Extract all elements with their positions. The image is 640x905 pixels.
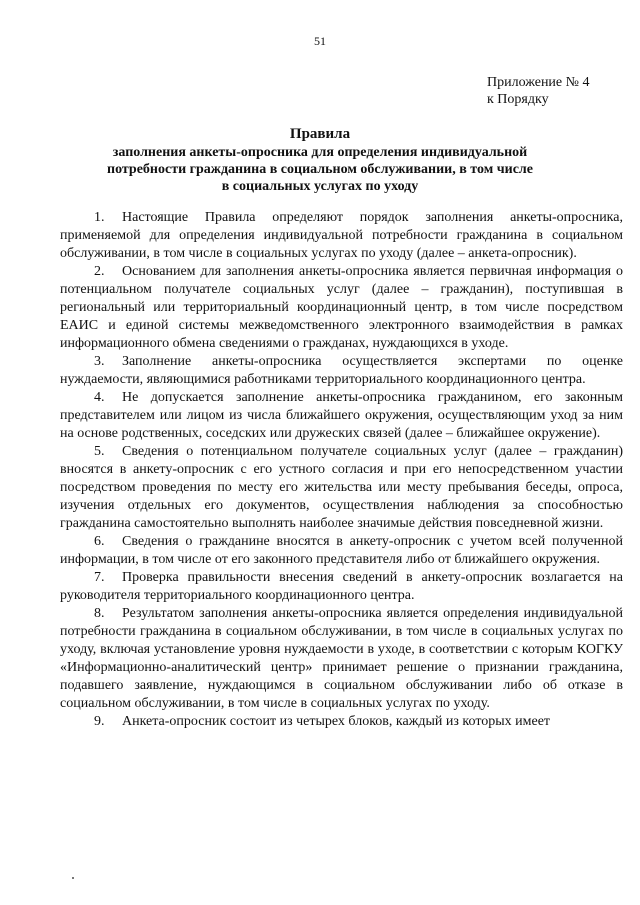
paragraph-text: Заполнение анкеты-опросника осуществляется экспертами по оценке нуждаемости, являющимися работниками территориального координационного центра. <box>60 354 623 387</box>
paragraph-4 <box>60 389 623 443</box>
paragraph-number: 5. <box>94 444 105 459</box>
page-number: 51 <box>314 34 326 48</box>
scan-speck <box>72 877 74 879</box>
appendix-line-1: Приложение № 4 <box>487 75 590 90</box>
paragraph-text: Проверка правильности внесения сведений в анкету-опросник возлагается на руководителя территориального координационного центра. <box>60 570 623 603</box>
title-line-1: заполнения анкеты-опросника для определения индивидуальной <box>112 145 528 160</box>
paragraph-text: Результатом заполнения анкеты-опросника является определения индивидуальной потребности гражданина в социальном обслуживании, в том числе в социальных услугах по уходу, включая установление уровня нуждаемости в уходе, в соответствии с которым КОГКУ «Информационно-аналитический центр» принимает решение о признании гражданина, подавшего заявление, нуждающимся в социальном обслуживании либо об отказе в социальном обслуживании, в том числе в социальных услугах по уходу. <box>60 606 623 711</box>
paragraph-text: Не допускается заполнение анкеты-опросника гражданином, его законным представителем или лицом из числа ближайшего окружения, осуществляющим уход за ним на основе родственных, соседских или дружеских связей (далее – ближайшее окружение). <box>60 390 623 441</box>
paragraph-number: 1. <box>94 210 105 225</box>
paragraph-text: Сведения о потенциальном получателе социальных услуг (далее – гражданин) вносятся в анкету-опросник с его устного согласия и при его непосредственном участии посредством проведения по месту его жительства или месту пребывания беседы, опроса, изучения отдельных его документов, осуществления наблюдения за способностью гражданина самостоятельно выполнять наиболее значимые действия повседневной жизни. <box>60 444 623 531</box>
paragraph-number: 7. <box>94 570 105 585</box>
paragraph-2 <box>60 263 623 353</box>
paragraph-7 <box>60 569 623 605</box>
appendix-line-2: к Порядку <box>487 92 549 107</box>
appendix-reference <box>487 74 590 108</box>
paragraph-6 <box>60 533 623 569</box>
paragraph-number: 4. <box>94 390 105 405</box>
paragraph-text: Основанием для заполнения анкеты-опросника является первичная информация о потенциальном получателе социальных услуг (далее – гражданин), поступившая в региональный или территориальный координационный центр, в том числе посредством ЕАИС и единой системы межведомственного электронного взаимодействия в рамках информационного обмена сведениями о гражданах, нуждающихся в уходе. <box>60 264 623 351</box>
paragraph-9 <box>60 713 623 731</box>
paragraph-text: Анкета-опросник состоит из четырех блоков, каждый из которых имеет <box>122 714 551 729</box>
title-line-2: потребности гражданина в социальном обслуживании, в том числе <box>107 162 533 177</box>
title-main: Правила <box>289 126 351 142</box>
paragraph-number: 8. <box>94 606 105 621</box>
paragraph-text: Сведения о гражданине вносятся в анкету-опросник с учетом всей полученной информации, в том числе от его законного представителя либо от ближайшего окружения. <box>60 534 623 567</box>
paragraph-1 <box>60 209 623 263</box>
paragraph-number: 3. <box>94 354 105 369</box>
paragraph-number: 6. <box>94 534 105 549</box>
title-line-3: в социальных услугах по уходу <box>221 179 419 194</box>
paragraph-8 <box>60 605 623 713</box>
document-body <box>60 209 623 731</box>
paragraph-number: 2. <box>94 264 105 279</box>
paragraph-3 <box>60 353 623 389</box>
document-title <box>60 126 580 195</box>
paragraph-text: Настоящие Правила определяют порядок заполнения анкеты-опросника, применяемой для определения индивидуальной потребности гражданина в социальном обслуживании, в том числе в социальных услугах по уходу (далее – анкета-опросник). <box>60 210 623 261</box>
paragraph-number: 9. <box>94 714 105 729</box>
paragraph-5 <box>60 443 623 533</box>
